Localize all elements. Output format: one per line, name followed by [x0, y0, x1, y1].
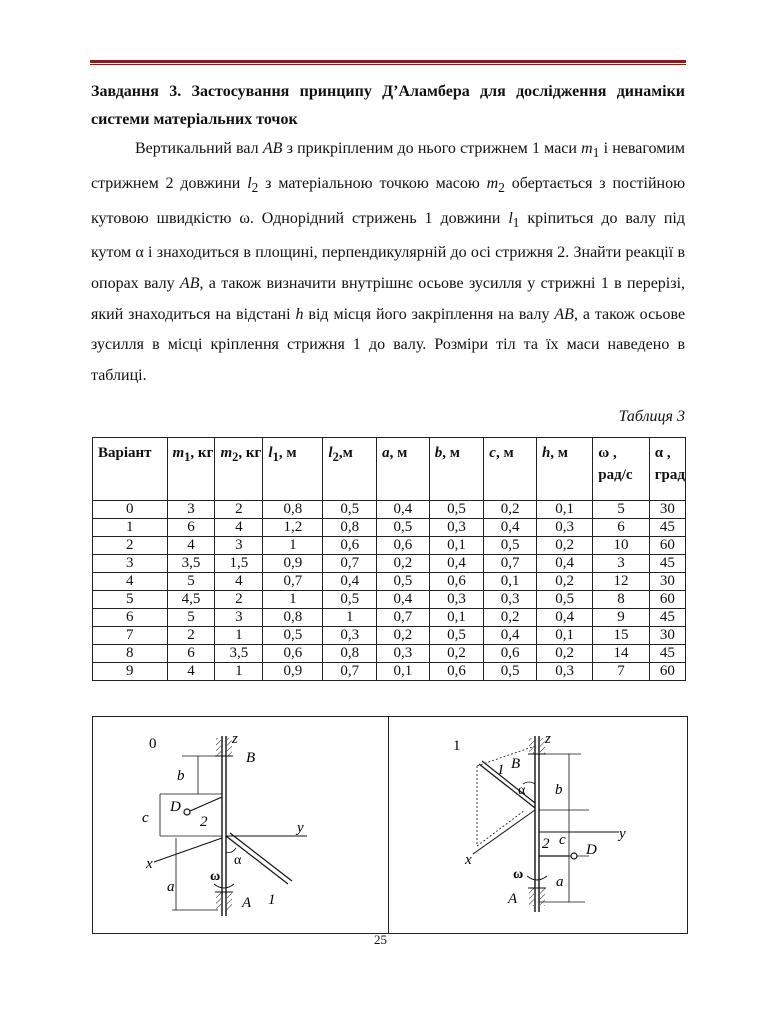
table-cell: 60: [649, 663, 685, 681]
table-cell: 1: [263, 591, 323, 609]
table-cell: 0,8: [323, 645, 377, 663]
table-cell: 3: [93, 555, 168, 573]
label-b: b: [555, 782, 563, 798]
table-cell: 4: [93, 573, 168, 591]
table-cell: 1: [215, 663, 263, 681]
label-y: y: [619, 826, 626, 842]
header-rule-thin: [90, 64, 686, 65]
table-cell: 3: [167, 501, 215, 519]
table-cell: 0,9: [263, 555, 323, 573]
col-a: a, м: [377, 438, 430, 501]
table-cell: 0,4: [377, 591, 430, 609]
task-paragraph: Вертикальний вал AB з прикріпленим до нього стрижнем 1 маси $m_1$ і невагомим стрижнем 2 довжини $l_2$ з матеріальною точкою масою $m_2$ обертається з постійною кутовою швидкістю ω. Однорідний стрижень 1 довжини $l_1$ кріпиться до валу під кутом α і знаходиться в площині, перпендикулярній до осі стрижня 2. Знайти реакції в опорах валу AB, а також визначити внутрішнє осьове зусилля у стрижні 1 в перерізі, який знаходиться на відстані h від місця його закріплення на валу AB, а також осьове зусилля в місці кріплення стрижня 1 до валу. Розміри тіл та їх маси наведено в таблиці.: [91, 140, 686, 384]
table-cell: 4: [215, 519, 263, 537]
table-cell: 1: [263, 537, 323, 555]
table-cell: 1,5: [215, 555, 263, 573]
table-cell: 0,9: [263, 663, 323, 681]
table-cell: 0,4: [377, 501, 430, 519]
table-cell: 0,4: [429, 555, 484, 573]
table-cell: 4: [167, 663, 215, 681]
table-caption: Таблиця 3: [618, 408, 685, 425]
label-1: 1: [268, 892, 276, 908]
table-cell: 6: [593, 519, 649, 537]
table-cell: 0: [93, 501, 168, 519]
table-cell: 0,5: [429, 627, 484, 645]
table-cell: 0,6: [429, 663, 484, 681]
label-B: B: [246, 750, 256, 766]
table-cell: 0,2: [536, 573, 592, 591]
table-cell: 2: [215, 501, 263, 519]
table-cell: 0,1: [377, 663, 430, 681]
label-a: a: [167, 879, 175, 895]
table-cell: 14: [593, 645, 649, 663]
table-cell: 2: [215, 591, 263, 609]
table-cell: 0,4: [536, 609, 592, 627]
table-cell: 6: [167, 645, 215, 663]
table-cell: 0,4: [323, 573, 377, 591]
table-cell: 0,8: [323, 519, 377, 537]
table-cell: 0,4: [484, 519, 537, 537]
label-b: b: [177, 768, 185, 784]
table-cell: 3,5: [167, 555, 215, 573]
variants-table: [92, 437, 686, 681]
label-alpha: α: [234, 853, 242, 868]
table-cell: 9: [93, 663, 168, 681]
label-x: x: [465, 852, 472, 868]
col-omega: ω , рад/c: [593, 438, 649, 501]
table-cell: 0,7: [377, 609, 430, 627]
table-cell: 1: [323, 609, 377, 627]
table-row: [93, 627, 686, 645]
table-cell: 0,7: [323, 663, 377, 681]
label-A: A: [508, 891, 518, 907]
table-cell: 0,2: [484, 609, 537, 627]
table-cell: 0,6: [429, 573, 484, 591]
table-cell: 45: [649, 519, 685, 537]
col-variant: Варіант: [93, 438, 168, 501]
table-cell: 30: [649, 573, 685, 591]
table-cell: 45: [649, 645, 685, 663]
table-cell: 0,5: [323, 501, 377, 519]
table-cell: 5: [167, 609, 215, 627]
table-cell: 0,1: [536, 627, 592, 645]
table-cell: 0,2: [377, 555, 430, 573]
table-cell: 0,4: [484, 627, 537, 645]
table-cell: 0,3: [536, 663, 592, 681]
table-row: [93, 645, 686, 663]
table-cell: 5: [93, 591, 168, 609]
table-header-row: [93, 438, 686, 501]
table-cell: 0,5: [484, 537, 537, 555]
label-y: y: [297, 820, 304, 836]
table-cell: 9: [593, 609, 649, 627]
table-cell: 1,2: [263, 519, 323, 537]
table-cell: 0,3: [429, 591, 484, 609]
table-cell: 0,1: [429, 537, 484, 555]
table-cell: 2: [167, 627, 215, 645]
table-cell: 6: [93, 609, 168, 627]
label-alpha: α: [518, 783, 526, 798]
table-cell: 3: [593, 555, 649, 573]
table-cell: 12: [593, 573, 649, 591]
table-row: [93, 663, 686, 681]
page-number: 25: [374, 932, 387, 947]
label-c: c: [559, 832, 566, 848]
table-cell: 4: [167, 537, 215, 555]
label-z: z: [545, 731, 551, 747]
table-cell: 0,5: [377, 519, 430, 537]
label-c: c: [142, 810, 149, 826]
table-cell: 0,4: [536, 555, 592, 573]
col-m1: $m_1$, кг: [167, 438, 215, 501]
table-cell: 0,5: [263, 627, 323, 645]
table-cell: 0,5: [323, 591, 377, 609]
label-2: 2: [200, 814, 208, 830]
header-rule: [90, 60, 686, 63]
label-z: z: [232, 731, 238, 747]
table-cell: 0,2: [429, 645, 484, 663]
col-h: h, м: [536, 438, 592, 501]
table-cell: 10: [593, 537, 649, 555]
table-cell: 0,1: [429, 609, 484, 627]
table-cell: 0,3: [429, 519, 484, 537]
table-cell: 0,6: [263, 645, 323, 663]
table-cell: 7: [93, 627, 168, 645]
table-cell: 60: [649, 537, 685, 555]
table-row: [93, 519, 686, 537]
table-cell: 0,7: [263, 573, 323, 591]
task-heading: Завдання 3. Застосування принципу Д’Аламбера для дослідження динаміки системи матеріальних точок: [91, 83, 685, 128]
table-row: [93, 501, 686, 519]
table-cell: 0,3: [377, 645, 430, 663]
table-cell: 60: [649, 591, 685, 609]
table-cell: 0,3: [536, 519, 592, 537]
label-omega: ω: [513, 867, 524, 882]
table-cell: 0,6: [323, 537, 377, 555]
table-cell: 0,7: [484, 555, 537, 573]
table-cell: 0,6: [484, 645, 537, 663]
table-cell: 3: [215, 537, 263, 555]
table-cell: 0,3: [323, 627, 377, 645]
table-row: [93, 573, 686, 591]
col-m2: $m_2$, кг: [215, 438, 263, 501]
table-cell: 6: [167, 519, 215, 537]
table-cell: 0,8: [263, 609, 323, 627]
table-row: [93, 555, 686, 573]
table-cell: 0,2: [536, 645, 592, 663]
label-x: x: [146, 856, 153, 872]
table-row: [93, 609, 686, 627]
label-A: A: [242, 895, 252, 911]
table-cell: 4,5: [167, 591, 215, 609]
col-b: b, м: [429, 438, 484, 501]
table-cell: 0,8: [263, 501, 323, 519]
table-cell: 0,5: [377, 573, 430, 591]
table-cell: 0,5: [429, 501, 484, 519]
label-omega: ω: [210, 869, 221, 884]
table-cell: 0,6: [377, 537, 430, 555]
table-cell: 0,2: [536, 537, 592, 555]
table-cell: 4: [215, 573, 263, 591]
figure-0-diagram: [92, 716, 388, 932]
col-l2: $l_2,м$: [323, 438, 377, 501]
table-row: [93, 537, 686, 555]
table-cell: 0,1: [536, 501, 592, 519]
figure-1-diagram: [389, 716, 685, 932]
table-cell: 30: [649, 627, 685, 645]
table-cell: 1: [93, 519, 168, 537]
label-1: 1: [497, 762, 505, 778]
table-cell: 3: [215, 609, 263, 627]
table-cell: 5: [167, 573, 215, 591]
table-cell: 0,1: [484, 573, 537, 591]
label-2: 2: [542, 836, 550, 852]
table-cell: 0,3: [484, 591, 537, 609]
table-cell: 8: [93, 645, 168, 663]
table-cell: 0,7: [323, 555, 377, 573]
table-row: [93, 591, 686, 609]
table-cell: 45: [649, 609, 685, 627]
figure-1-number: 1: [453, 738, 461, 754]
label-D: D: [170, 799, 181, 815]
col-c: c, м: [484, 438, 537, 501]
col-alpha: α , град: [649, 438, 685, 501]
table-cell: 45: [649, 555, 685, 573]
table-cell: 15: [593, 627, 649, 645]
table-cell: 7: [593, 663, 649, 681]
table-cell: 8: [593, 591, 649, 609]
table-cell: 0,2: [484, 501, 537, 519]
table-cell: 3,5: [215, 645, 263, 663]
table-cell: 1: [215, 627, 263, 645]
table-cell: 0,5: [536, 591, 592, 609]
table-cell: 0,5: [484, 663, 537, 681]
label-a: a: [556, 874, 564, 890]
col-l1: $l_1$, м: [263, 438, 323, 501]
table-cell: 5: [593, 501, 649, 519]
table-cell: 0,2: [377, 627, 430, 645]
label-D: D: [586, 842, 597, 858]
label-B: B: [511, 756, 521, 772]
figure-0-number: 0: [149, 736, 157, 752]
table-cell: 2: [93, 537, 168, 555]
table-cell: 30: [649, 501, 685, 519]
